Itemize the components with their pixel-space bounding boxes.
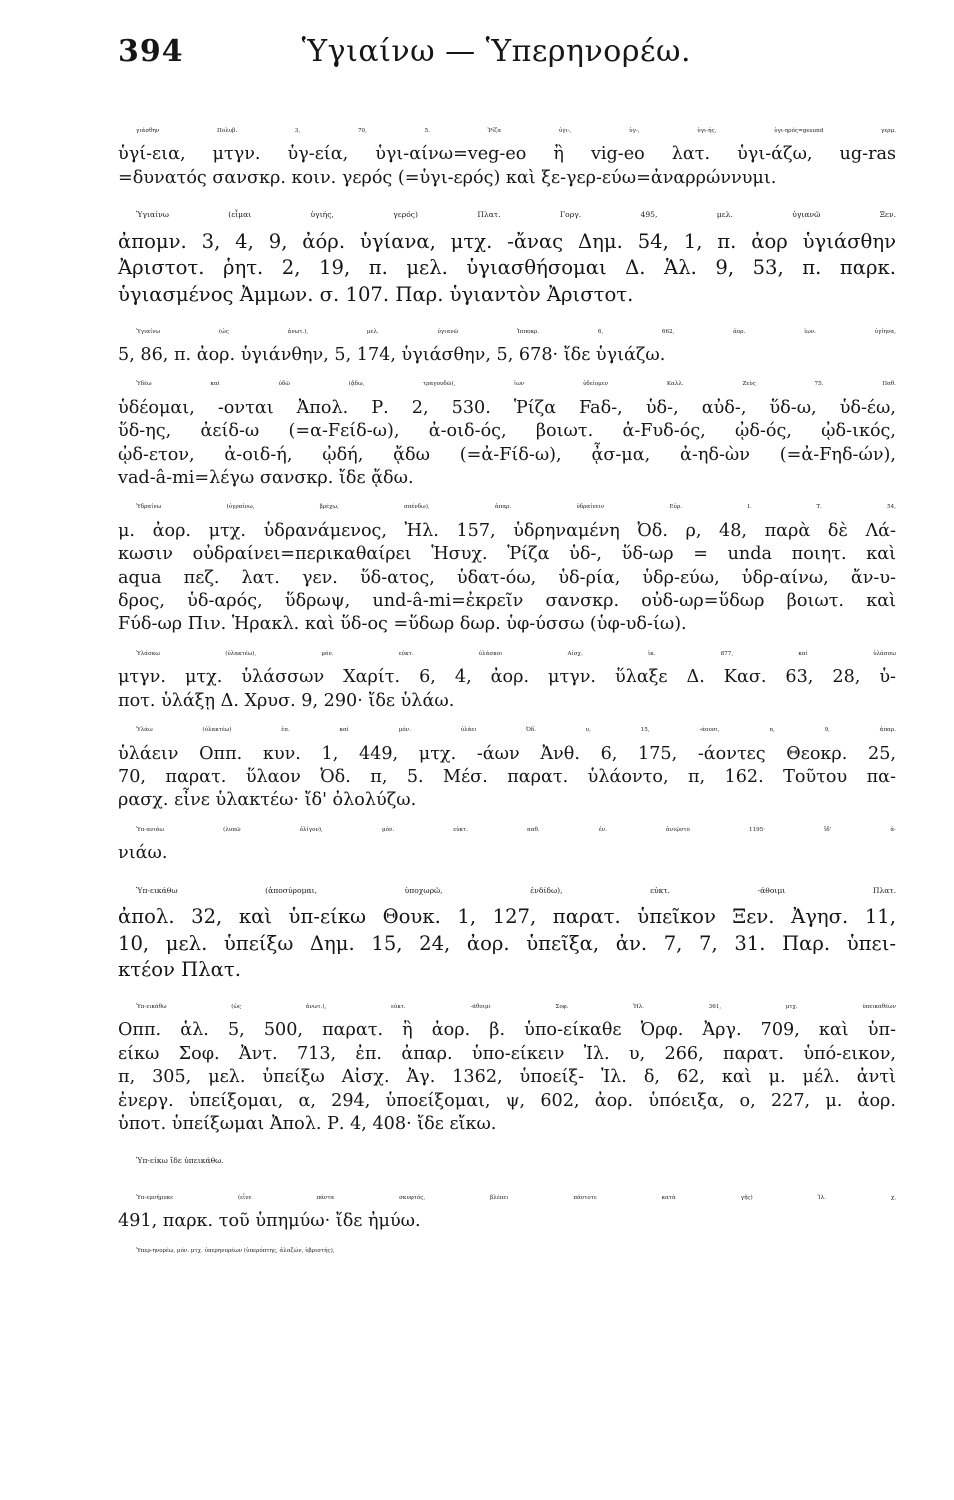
- dictionary-entry: [118, 1148, 896, 1175]
- running-head: Ὑγιαίνω — Ὑπερηνορέω.: [301, 34, 691, 69]
- entry-line: ὑγιασμένος Ἀμμων. σ. 107. Παρ. ὑγιαντὸν Ἀριστοτ.: [118, 283, 634, 306]
- entry-line: κωσιν οὐδραίνει=περικαθαίρει Ἡσυχ. Ῥίζα ὑδ-, ὕδ-ωρ = unda ποιητ. καὶ: [118, 544, 896, 565]
- entry-line: Ὑδέω καὶ ὑδῶ (ᾄδω, τραγουδῶ), ἰων ὑδείομεν Καλλ. Ζεὺς 75. Παθ.: [136, 381, 896, 388]
- entry-line: γιάσθην Πολυβ. 3, 70, 5. Ῥίζα ὑγι-, ὑγ-, ὑγι-ής, ὑγι-ηρός=gesund γερμ.: [136, 128, 896, 134]
- entry-line: Ὑλάω (ὑλακτέω) ἐπ. καὶ μόν. ὑλάει Ὀδ. υ, 15, -άουσι, π, 9, ἀπαρ.: [136, 727, 896, 734]
- entry-line: κτέον Πλατ.: [118, 958, 241, 982]
- page-number: 394: [118, 34, 184, 69]
- entry-line: Ὑπ-εικάθω (ἀποσύρομαι, ὑποχωρῶ, ἐνδίδω), εὐκτ. -άθοιμι Πλατ.: [136, 885, 896, 895]
- entry-line: ὑλάειν Οππ. κυν. 1, 449, μτχ. -άων Ἀνθ. 6, 175, -άοντες Θεοκρ. 25,: [118, 743, 896, 764]
- dictionary-entry: [118, 878, 896, 984]
- dictionary-entry: [118, 719, 896, 813]
- entry-line: είκω Σοφ. Ἀντ. 713, ἐπ. ἀπαρ. ὑπο-είκειν Ἰλ. υ, 266, παρατ. ὑπό-εικον,: [118, 1043, 896, 1064]
- entry-line: Ὑπερ-ηνορέω, μόν. μτχ. ὑπερηνορέων (ὑπερόπτης, ἀλαζών, ὑβριστής),: [136, 1247, 335, 1254]
- page-header: [118, 34, 896, 94]
- dictionary-entry: [118, 373, 896, 490]
- entry-line: 5, 86, π. ἀορ. ὑγιάνθην, 5, 174, ὑγιάσθην, 5, 678· ἴδε ὑγιάζω.: [118, 345, 666, 365]
- entry-line: aqua πεζ. λατ. γεν. ὕδ-ατος, ὑδατ-όω, ὑδ-ρία, ὑδρ-εύω, ὑδρ-αίνω, ἄν-υ-: [118, 567, 896, 588]
- dictionary-entry: [118, 120, 896, 190]
- entry-line: Ὑλάσκω (ὑλακτέω), μόν. εὐκτ. ὑλάσκοι Αἰσχ. ἱκ. 877, καὶ ὑλάσσω: [136, 650, 896, 657]
- entry-line: ἐνεργ. ὑπείξομαι, α, 294, ὑποείξομαι, ψ, 602, ἀορ. ὑπόειξα, ο, 227, μ. ἀορ.: [118, 1090, 896, 1111]
- dictionary-entry: [118, 321, 896, 368]
- entry-line: ἀπολ. 32, καὶ ὑπ-είκω Θουκ. 1, 127, παρατ. ὑπεῖκον Ξεν. Ἀγησ. 11,: [118, 905, 896, 929]
- entry-line: ὕδ-ης, ἀείδ-ω (=α-Fείδ-ω), ἀ-οιδ-ός, βοιωτ. ἀ-Fυδ-ός, ᾠδ-ός, ᾠδ-ικός,: [118, 421, 896, 442]
- dictionary-entry: [118, 1240, 896, 1263]
- dictionary-entry: [118, 996, 896, 1136]
- entry-line: ὑποτ. ὑπείξωμαι Ἀπολ. Ρ. 4, 408· ἴδε εἴκω.: [118, 1113, 497, 1134]
- dictionary-entry: [118, 1187, 896, 1234]
- entry-line: =δυνατός σανσκρ. κοιν. γερός (=ὑγι-ερός) καὶ ξε-γερ-εύω=ἀναρρώννυμι.: [118, 167, 777, 188]
- entry-line: Ὑδραίνω (ὑγραίνω, βρέχω, σπένδω), ἀπαρ. ὑδραίνειν Εὐρ. Ι. Τ. 54,: [136, 504, 896, 511]
- entry-line: 10, μελ. ὑπείξω Δημ. 15, 24, ἀορ. ὑπεῖξα, ἀν. 7, 7, 31. Παρ. ὑπει-: [118, 931, 896, 955]
- entry-line: δρος, ὑδ-αρός, ὕδρωψ, und-â-mi=ἐκρεῖν σανσκρ. οὐδ-ωρ=ὕδωρ βοιωτ. καὶ: [118, 591, 896, 612]
- entry-line: ὑδέομαι, -ονται Ἀπολ. Ρ. 2, 530. Ῥίζα Faδ-, ὑδ-, αὐδ-, ὕδ-ω, ὑδ-έω,: [118, 397, 896, 418]
- entry-line: vad-â-mi=λέγω σανσκρ. ἴδε ᾄδω.: [118, 468, 414, 489]
- entry-line: ποτ. ὑλάξῃ Δ. Χρυσ. 9, 290· ἴδε ὑλάω.: [118, 690, 455, 711]
- dictionary-entry: [118, 643, 896, 713]
- entry-line: μ. ἀορ. μτχ. ὑδρανάμενος, Ἠλ. 157, ὑδρηναμένη Ὀδ. ρ, 48, παρὰ δὲ Λά-: [118, 520, 896, 541]
- entry-line: Fύδ-ωρ Πιν. Ἡρακλ. καὶ ὕδ-ος =ὕδωρ δωρ. ὑφ-ύσσω (ὑφ-υδ-ίω).: [118, 614, 687, 635]
- entry-line: Ὑπ-εικάθω (ὡς ἀνωτ.), εὐκτ. -άθοιμι Σοφ. Ἠλ. 361, μτχ. ὑπεικαθέων: [136, 1003, 896, 1010]
- dictionary-entry: [118, 202, 896, 308]
- entry-line: π, 305, μελ. ὑπείξω Αἰσχ. Ἀγ. 1362, ὑποείξ- Ἰλ. δ, 62, καὶ μ. μέλ. ἀντὶ: [118, 1067, 896, 1088]
- entry-line: μτγν. μτχ. ὑλάσσων Χαρίτ. 6, 4, ἀορ. μτγν. ὕλαξε Δ. Κασ. 63, 28, ὑ-: [118, 667, 896, 688]
- entry-line: ὑγί-εια, μτγν. ὑγ-εία, ὑγι-αίνω=veg-eo ἢ vig-eo λατ. ὑγι-άζω, ug-ras: [118, 144, 896, 165]
- dictionary-entry: [118, 819, 896, 866]
- entry-line: 491, παρκ. τοῦ ὑπημύω· ἴδε ἠμύω.: [118, 1211, 421, 1232]
- dictionary-entry: [118, 496, 896, 636]
- entry-line: ρασχ. εἶνε ὑλακτέω· ἴδ' ὀλολύζω.: [118, 790, 417, 811]
- entry-line: νιάω.: [118, 843, 168, 864]
- entry-line: ἀπομν. 3, 4, 9, ἀόρ. ὑγίανα, μτχ. -ἄνας Δημ. 54, 1, π. ἀορ ὑγιάσθην: [118, 229, 896, 253]
- entry-line: ᾠδ-ετον, ἀ-οιδ-ή, ᾠδή, ᾄδω (=ἀ-Fίδ-ω), ᾆσ-μα, ἀ-ηδ-ὼν (=ἀ-Fηδ-ών),: [118, 444, 896, 465]
- entry-line: Ὑπ-είκω ἴδε ὑπεικάθω.: [136, 1156, 224, 1166]
- entry-line: Ὑπ-ανιάω (λυπῶ ὀλίγον), μόν. εὐκτ. παθ. ἐν. ἀνιῷντο 1195· ἴδ' ἀ-: [136, 826, 896, 833]
- entries-column: [118, 120, 896, 1263]
- entry-line: Ὑπ-εμνήμυκε (εἶνε πάντα σκυφτός, βλέπει πάντοτε κατὰ γῆς) Ἰλ. χ,: [136, 1194, 896, 1201]
- entry-line: Ὑγιαίνω (εἶμαι ὑγιής, γερός) Πλατ. Γοργ. 495, μελ. ὑγιανῶ Ξεν.: [136, 210, 896, 220]
- entry-line: 70, παρατ. ὕλαον Ὀδ. π, 5. Μέσ. παρατ. ὑλάοντο, π, 162. Τοῦτου πα-: [118, 766, 896, 787]
- entry-line: Ἀριστοτ. ῥητ. 2, 19, π. μελ. ὑγιασθήσομαι Δ. Ἁλ. 9, 53, π. παρκ.: [118, 256, 896, 280]
- entry-line: Οππ. ἁλ. 5, 500, παρατ. ἢ ἀορ. β. ὑπο-είκαθε Ὀρφ. Ἀργ. 709, καὶ ὑπ-: [118, 1020, 896, 1041]
- entry-line: Ὑγιαίνω (ὡς ἀνωτ.), μελ. ὑγιανῶ Ἱπποκρ. 6, 662, ἀορ. ἰων. ὑγίηνα,: [136, 328, 896, 335]
